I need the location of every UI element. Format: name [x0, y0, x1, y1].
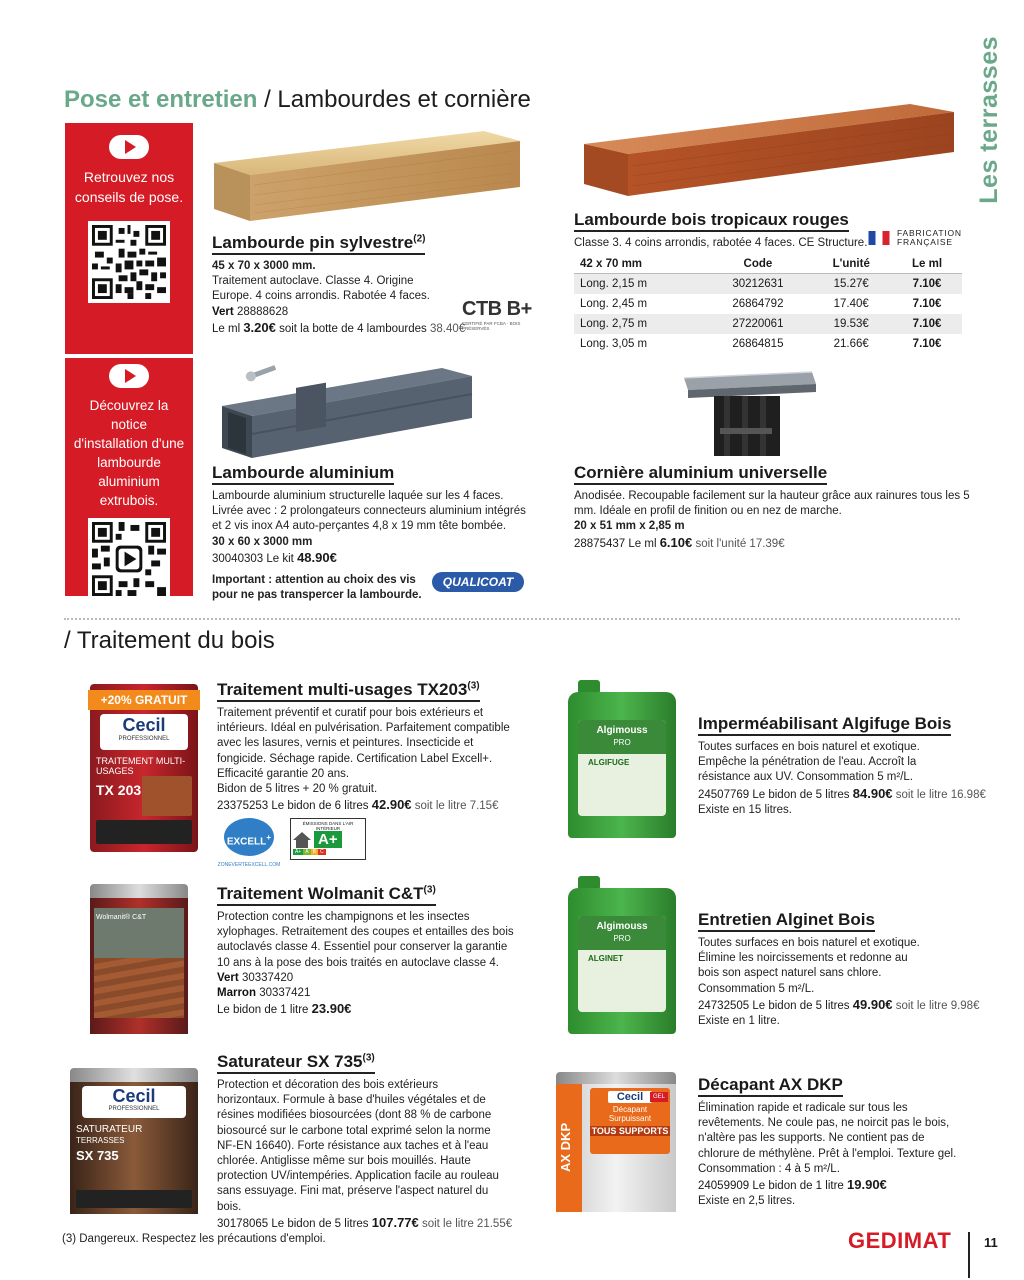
corner-dims: 20 x 51 mm x 2,85 m [574, 520, 685, 533]
algifuge-price: 84.90€ [852, 785, 893, 801]
row-ml-price: 7.10€ [912, 337, 942, 350]
wolmanit-marron-line [217, 986, 517, 1001]
wolmanit-vert-line [217, 971, 517, 986]
row-length: Long. 2,45 m [580, 297, 648, 310]
footer-divider [968, 1232, 970, 1278]
tropical-desc: Classe 3. 4 coins arrondis, rabotée 4 faces. CE Structure. [574, 237, 868, 249]
pin-color-label: Vert [212, 305, 234, 318]
wolmanit-title-sup: (3) [423, 884, 436, 896]
alginet-can-pro: PRO [613, 934, 631, 943]
algifuge-extra: Existe en 15 litres. [698, 803, 792, 816]
corner-price-line [574, 535, 974, 552]
emission-grade: A+ [314, 831, 342, 848]
axdkp-can-image [556, 1072, 676, 1212]
alu-title [212, 463, 532, 485]
pose-tips-card[interactable] [65, 123, 193, 354]
th-size: 42 x 70 mm [574, 255, 705, 274]
wolmanit-can-label: Wolmanit® C&T [96, 914, 147, 921]
axdkp-price-line [698, 1177, 978, 1194]
ctb-logo-text: CTB B+ [462, 298, 532, 320]
th-ml: Le ml [892, 255, 962, 274]
qr-code-video-icon[interactable] [88, 518, 170, 600]
alu-price-line [212, 550, 532, 567]
sx735-can-image [70, 1068, 198, 1214]
page-title-green: Pose et entretien [64, 86, 258, 113]
tx203-desc: Traitement préventif et curatif pour bois extérieurs et intérieurs. Idéal en pulvérisation. Parfaitement compatible avec les lasures, vernis et peintures. Insecticide et fongicide. Séchage rapide. Certification Label Excell+. Efficacité garantie 20 ans. [217, 707, 510, 780]
corner-profile-image [684, 370, 824, 460]
axdkp-price: 19.90€ [847, 1177, 887, 1193]
tx203-code: 23375253 [217, 800, 269, 813]
wolmanit-marron-label: Marron [217, 987, 256, 1000]
algifuge-can-pro: PRO [613, 738, 631, 747]
pin-dims: 45 x 70 x 3000 mm. [212, 260, 316, 272]
tropical-title-text: Lambourde bois tropicaux rouges [574, 210, 849, 232]
axdkp-can-label2: Surpuissant [608, 1114, 652, 1123]
tx203-price: 42.90€ [371, 797, 412, 813]
play-icon [109, 364, 149, 388]
tropical-table [574, 255, 962, 354]
algifuge-product [698, 714, 986, 818]
house-icon [293, 832, 311, 848]
row-unit-price: 21.66€ [833, 337, 869, 350]
alu-install-text: Découvrez la notice d'installation d'une lambourde aluminium extrubois. [73, 398, 185, 508]
tx203-can-banner: +20% GRATUIT [88, 690, 200, 710]
axdkp-product [698, 1075, 978, 1209]
excell-badge-url: ZONEVERTEEXCELL.COM [217, 862, 281, 868]
algifuge-code: 24507769 [698, 788, 750, 801]
alginet-title-text: Entretien Alginet Bois [698, 910, 875, 932]
excell-badge [216, 818, 282, 874]
pin-title-text: Lambourde pin sylvestre [212, 233, 414, 252]
excell-badge-plus: + [266, 832, 272, 842]
pin-price-prefix: Le ml [212, 322, 241, 335]
sx735-can-code: SX 735 [76, 1148, 119, 1163]
french-flag-icon [866, 231, 892, 245]
sx735-code: 30178065 [217, 1217, 269, 1230]
axdkp-can-label3: TOUS SUPPORTS [591, 1126, 669, 1136]
pin-desc: Traitement autoclave. Classe 4. Origine Europe. 4 coins arrondis. Rabotée 4 faces. [212, 275, 430, 303]
sx735-unit-price: soit le litre 21.55€ [421, 1217, 513, 1230]
scale-b: B [312, 849, 316, 855]
algifuge-jug-image [568, 680, 676, 838]
page-title-rest: / Lambourdes et cornière [257, 86, 531, 113]
scale-aplus: A+ [295, 849, 302, 855]
emission-badge-caption: ÉMISSIONS DANS L'AIR INTÉRIEUR [302, 821, 354, 831]
algifuge-price-line [698, 785, 986, 803]
alu-dims: 30 x 60 x 3000 mm [212, 535, 313, 548]
row-unit-price: 17.40€ [833, 297, 869, 310]
excell-badge-text: EXCELL [226, 836, 267, 848]
alu-install-card[interactable] [65, 358, 193, 596]
alu-lumber-image [216, 362, 478, 462]
row-code: 26864792 [732, 297, 784, 310]
algifuge-price-prefix: Le bidon de 5 litres [752, 788, 850, 801]
pin-price: 3.20€ [243, 319, 276, 335]
sx735-title-sup: (3) [362, 1052, 375, 1064]
tx203-price-prefix: Le bidon de 6 litres [271, 800, 369, 813]
tropical-lumber-image [584, 100, 960, 204]
row-ml-price: 7.10€ [912, 297, 942, 310]
wolmanit-desc: Protection contre les champignons et les insectes xylophages. Retraitement des coupes et entailles des bois autoclavés classe 4. Essentiel pour conserver la garantie 10 ans à la pose des bois traités en autoclave classe 4. [217, 911, 514, 969]
pin-lumber-image [214, 125, 524, 225]
corner-unit-price: soit l'unité 17.39€ [695, 537, 785, 550]
alginet-code: 24732505 [698, 999, 750, 1012]
row-ml-price: 7.10€ [892, 314, 962, 334]
footnote: (3) Dangereux. Respectez les précautions d'emploi. [62, 1233, 326, 1245]
page-number: 11 [984, 1235, 998, 1250]
wolmanit-vert-code: 30337420 [241, 971, 294, 984]
play-icon [109, 135, 149, 159]
sx735-can-label2: TERRASSES [76, 1136, 125, 1145]
algifuge-can-product: ALGIFUGE [588, 758, 630, 767]
pose-tips-text: Retrouvez nos conseils de pose. [74, 169, 184, 205]
alginet-product [698, 910, 978, 1029]
axdkp-code: 24059909 [698, 1180, 750, 1193]
axdkp-can-gel: GEL [650, 1092, 668, 1102]
tx203-title-sup: (3) [467, 680, 480, 692]
sx735-product [217, 1052, 517, 1232]
table-row [574, 294, 962, 314]
pin-code: 28888628 [236, 305, 289, 318]
alu-title-text: Lambourde aluminium [212, 463, 394, 485]
sx735-can-brand: Cecil [112, 1086, 156, 1106]
corner-desc: Anodisée. Recoupable facilement sur la hauteur grâce aux rainures tous les 5 mm. Idéale en profil de finition ou en nez de marche. [574, 490, 970, 518]
corner-product [574, 463, 974, 552]
page-title [64, 86, 531, 114]
alginet-unit-price: soit le litre 9.98€ [895, 999, 980, 1012]
tx203-can-brand: Cecil [122, 715, 166, 735]
qr-code-icon[interactable] [88, 221, 170, 303]
pin-pack-price: 38.40€ [429, 322, 466, 335]
alginet-can-brand: Algimouss [596, 921, 648, 932]
alginet-can-product: ALGINET [588, 954, 624, 963]
section-title-traitement: / Traitement du bois [64, 627, 275, 654]
tx203-can-image [90, 684, 198, 852]
pin-title [212, 233, 542, 255]
axdkp-price-prefix: Le bidon de 1 litre [752, 1180, 844, 1193]
ctb-logo [462, 298, 542, 331]
algifuge-unit-price: soit le litre 16.98€ [895, 788, 986, 801]
row-unit-price: 19.53€ [810, 314, 892, 334]
tx203-can-code: TX 203 [96, 782, 142, 798]
tx203-unit-price: soit le litre 7.15€ [414, 800, 499, 813]
row-ml-price: 7.10€ [892, 274, 962, 294]
row-code: 30212631 [705, 274, 810, 294]
corner-title [574, 463, 974, 485]
alu-price-prefix: Le kit [266, 552, 294, 565]
corner-price-prefix: Le ml [628, 537, 657, 550]
wolmanit-product [217, 884, 517, 1018]
wolmanit-price-prefix: Le bidon de 1 litre [217, 1004, 309, 1017]
wolmanit-can-image [90, 884, 188, 1034]
algifuge-title [698, 714, 978, 736]
axdkp-can-label1: Décapant [612, 1105, 648, 1114]
sx735-can-brand-sub: PROFESSIONNEL [108, 1106, 160, 1112]
sx735-price: 107.77€ [371, 1214, 419, 1230]
axdkp-can-brand: Cecil [608, 1091, 652, 1103]
sx735-desc: Protection et décoration des bois extérieurs horizontaux. Formule à base d'huiles végétales et de résines modifiées biosourcées (dont 88 % de carbone biosourcé sur le carbone total exprimé selon la norme NF-EN 16640). Forte résistance aux taches et à l'eau chlorée. Antiglisse même sur bois mouillés. Haute protection UV/intempéries. Application facile au rouleau sans essuyage. Fini mat, préserve l'aspect naturel du bois. [217, 1079, 499, 1213]
sx735-price-line [217, 1215, 517, 1232]
axdkp-title-text: Décapant AX DKP [698, 1075, 843, 1097]
ctb-logo-sub: CERTIFIÉ PAR FCBA · BOIS PRÉSERVÉS [462, 321, 521, 331]
alu-price: 48.90€ [297, 549, 337, 565]
alginet-extra: Existe en 1 litre. [698, 1014, 780, 1027]
alginet-jug-image [568, 876, 676, 1034]
emission-badge [290, 818, 366, 860]
th-code: Code [705, 255, 810, 274]
wolmanit-vert-label: Vert [217, 971, 239, 984]
tx203-bidon: Bidon de 5 litres + 20 % gratuit. [217, 783, 378, 796]
wolmanit-title-text: Traitement Wolmanit C&T [217, 884, 424, 903]
tx203-can-brand-sub: PROFESSIONNEL [118, 736, 170, 742]
scale-a: A [305, 849, 309, 855]
sx735-can-label1: SATURATEUR [76, 1124, 143, 1135]
axdkp-can-side: AX DKP [558, 1122, 573, 1172]
row-code: 27220061 [705, 314, 810, 334]
fabrication-francaise [866, 229, 962, 247]
tx203-price-line [217, 797, 517, 814]
tx203-can-label: TRAITEMENT MULTI-USAGES [96, 756, 186, 776]
row-code: 26864815 [732, 337, 784, 350]
algifuge-can-brand: Algimouss [596, 725, 648, 736]
wolmanit-marron-code: 30337421 [259, 987, 311, 1000]
gedimat-logo: GEDIMAT [848, 1228, 952, 1253]
table-row [574, 274, 962, 294]
corner-title-text: Cornière aluminium universelle [574, 463, 827, 485]
alginet-desc: Toutes surfaces en bois naturel et exotique. Élimine les noircissements et redonne au bois son aspect naturel sans chlore. Consommation 5 m²/L. [698, 937, 920, 995]
row-length: Long. 2,15 m [574, 274, 705, 294]
tx203-title-text: Traitement multi-usages TX203 [217, 680, 468, 699]
tx203-title [217, 680, 517, 702]
corner-price: 6.10€ [659, 534, 693, 550]
algifuge-title-text: Imperméabilisant Algifuge Bois [698, 714, 951, 736]
section-divider [64, 618, 960, 620]
wolmanit-title [217, 884, 517, 906]
alginet-price-prefix: Le bidon de 5 litres [752, 999, 850, 1012]
alu-code: 30040303 [212, 552, 264, 565]
tropical-table-header [574, 255, 962, 274]
fab-line2: FRANÇAISE [897, 237, 953, 247]
alu-desc: Lambourde aluminium structurelle laquée sur les 4 faces. Livrée avec : 2 prolongateurs connecteurs aluminium intégrés et 2 vis inox A4 auto-perçantes 4,8 x 19 mm tête bombée. [212, 490, 526, 533]
alginet-price-line [698, 997, 978, 1014]
fab-line1: FABRICATION [897, 228, 962, 238]
row-length: Long. 3,05 m [580, 337, 648, 350]
algifuge-desc: Toutes surfaces en bois naturel et exotique. Empêche la pénétration de l'eau. Accroît la résistance aux UV. Consommation 5 m²/L. [698, 741, 920, 784]
scale-c: C [319, 849, 324, 855]
section-side-label: Les terrasses [975, 36, 1003, 204]
axdkp-title [698, 1075, 978, 1097]
alginet-title [698, 910, 978, 932]
sx735-price-prefix: Le bidon de 5 litres [271, 1217, 369, 1230]
wolmanit-price: 23.90€ [311, 1001, 352, 1017]
alginet-price: 49.90€ [852, 996, 893, 1012]
sx735-title [217, 1052, 517, 1074]
corner-code: 28875437 [574, 537, 626, 550]
row-unit-price: 15.27€ [810, 274, 892, 294]
qualicoat-logo: QUALICOAT [432, 572, 524, 592]
pin-price-suffix: soit la botte de 4 lambourdes [279, 322, 427, 335]
wolmanit-price-line [217, 1001, 517, 1018]
row-length: Long. 2,75 m [574, 314, 705, 334]
pin-title-sup: (2) [413, 233, 426, 245]
alu-important: Important : attention au choix des vis pour ne pas transpercer la lambourde. [212, 573, 422, 602]
table-row [574, 314, 962, 334]
sx735-title-text: Saturateur SX 735 [217, 1052, 363, 1071]
tx203-product [217, 680, 517, 814]
th-unit: L'unité [810, 255, 892, 274]
axdkp-extra: Existe en 2,5 litres. [698, 1195, 796, 1208]
axdkp-desc: Élimination rapide et radicale sur tous les revêtements. Ne coule pas, ne noircit pas le bois, n'altère pas les supports. Ne contient pas de chlorure de méthylène. Prêt à l'emploi. Texture gel. Consommation : 4 à 5 m²/L. [698, 1102, 957, 1175]
table-row [574, 334, 962, 354]
